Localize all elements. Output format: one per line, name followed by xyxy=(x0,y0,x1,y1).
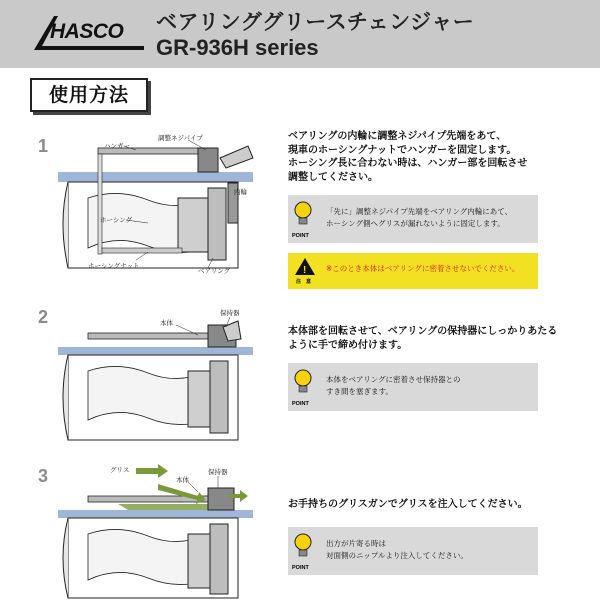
step-1-point-box xyxy=(288,195,538,243)
step-3-point-box xyxy=(288,527,538,575)
label-grease: グリス xyxy=(110,466,130,474)
label-bearing: ベアリング xyxy=(198,267,231,275)
label-hosing-nut: ホーシングナット xyxy=(88,262,140,270)
step-2-point-text: 本体をベアリングに密着させ保持器との すき間を塞ぎます。 xyxy=(326,375,461,396)
step-3-number: 3 xyxy=(38,466,49,486)
header-banner xyxy=(0,0,600,68)
step-3-instruction: お手持ちのグリスガンでグリスを注入してください。 xyxy=(288,499,528,510)
lightbulb-icon xyxy=(292,199,314,239)
usage-section-label: 使用方法 xyxy=(30,78,148,112)
point-label: POINT xyxy=(292,565,309,571)
step-1-number: 1 xyxy=(38,136,49,156)
lightbulb-icon xyxy=(292,367,314,407)
svg-text:!: ! xyxy=(303,265,307,276)
label-body: 本体 xyxy=(160,319,173,327)
label-hanger: ハンガー xyxy=(104,142,130,150)
logo-text: HASCO xyxy=(50,20,124,43)
step-3-point-text: 出方が片寄る時は 対面側のニップルより注入してください。 xyxy=(326,539,468,560)
step-2-number: 2 xyxy=(38,307,49,327)
point-label: POINT xyxy=(292,233,309,239)
step-1-caution-box xyxy=(288,253,538,289)
label-retainer: 保持器 xyxy=(208,468,228,476)
step-2-diagram xyxy=(58,305,258,455)
point-label: POINT xyxy=(292,401,309,407)
step-1-diagram xyxy=(58,128,258,278)
step-2-point-box xyxy=(288,363,538,411)
step-1-instruction: ベアリングの内輪に調整ネジパイプ先端をあて、 現車のホーシングナットでハンガーを固定します。 ホーシング長に合わない時は、ハンガー部を回転させ 調整してください。 xyxy=(288,131,528,183)
step-1-point-text: 「先に」調整ネジパイプ先端をベアリング内輪にあて、 ホーシング側へグリスが漏れないように固定します。 xyxy=(326,207,513,228)
product-title-english: GR-936H series xyxy=(156,35,319,60)
step-1-caution-text: ※このとき本体はベアリングに密着させないでください。 xyxy=(326,264,520,273)
product-title-japanese: ベアリンググリースチェンジャー xyxy=(156,10,475,34)
warning-triangle-icon xyxy=(294,257,316,285)
label-hosing: ホーシング xyxy=(100,216,133,224)
label-inner-ring: 内輪 xyxy=(234,188,247,196)
step-3-diagram xyxy=(58,458,258,600)
hasco-logo xyxy=(32,12,150,54)
label-adjust-pipe: 調整ネジパイプ xyxy=(158,134,203,142)
caution-label: 注 意 xyxy=(296,279,312,285)
step-2-instruction: 本体部を回転させて、ベアリングの保持器にしっかりあたる ように手で締め付けます。 xyxy=(288,326,558,351)
lightbulb-icon xyxy=(292,531,314,571)
label-retainer: 保持器 xyxy=(220,309,240,317)
label-body: 本体 xyxy=(176,476,189,484)
